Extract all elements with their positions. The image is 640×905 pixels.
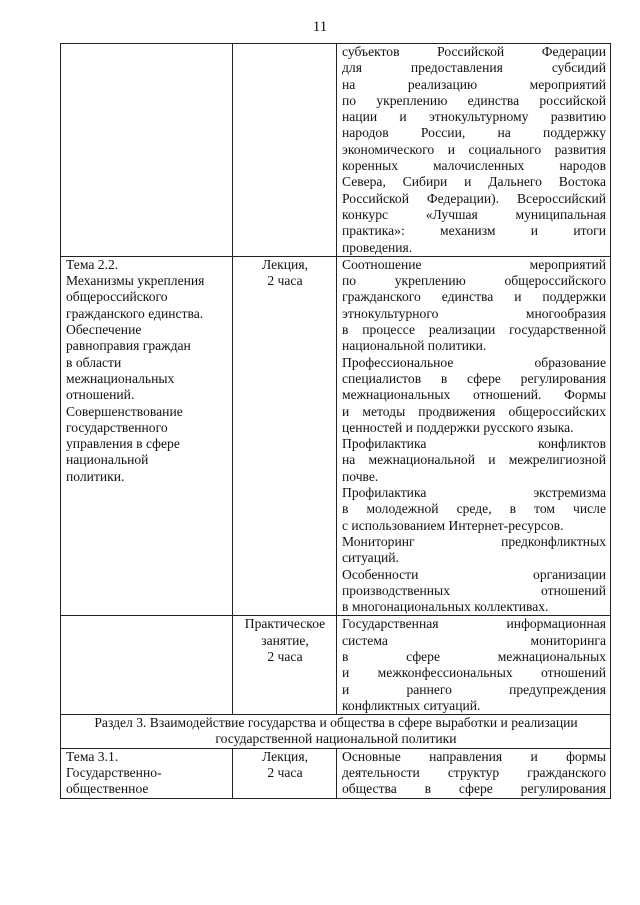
topic-line: национальной xyxy=(66,452,149,468)
content-line: Профилактика экстремизма xyxy=(342,485,606,501)
topic-line: Тема 3.1. xyxy=(66,748,119,764)
content-line: народов России, на поддержку xyxy=(342,125,606,141)
content-line: по укреплению общероссийского xyxy=(342,273,606,289)
content-paragraph xyxy=(342,749,606,798)
section-heading-line: государственной национальной политики xyxy=(215,731,457,747)
content-line: в молодежной среде, в том числе xyxy=(342,501,606,517)
content-line: национальной политики. xyxy=(342,338,487,354)
content-line: Государственная информационная xyxy=(342,616,606,632)
content-line: проведения. xyxy=(342,239,413,255)
content-line: межнациональных отношений. Формы xyxy=(342,387,606,403)
format-line: 2 часа xyxy=(267,648,303,664)
content-line: экономического и социального развития xyxy=(342,141,606,157)
table-row xyxy=(61,748,611,798)
section-heading xyxy=(61,715,611,749)
table-row xyxy=(61,44,611,257)
content-line: коренных малочисленных народов xyxy=(342,158,606,174)
content-line: практика»: механизм и итоги xyxy=(342,223,606,239)
content-cell xyxy=(337,748,611,798)
format-cell xyxy=(233,256,337,616)
topic-line: общественное xyxy=(66,781,149,797)
topic-line: Обеспечение xyxy=(66,322,142,338)
topic-line: отношений. xyxy=(66,387,135,403)
topic-line: гражданского единства. xyxy=(66,305,204,321)
content-line: система мониторинга xyxy=(342,632,606,648)
format-cell xyxy=(233,616,337,715)
content-line: и раннего предупреждения xyxy=(342,681,606,697)
topic-line: Тема 2.2. xyxy=(66,256,119,272)
content-line: Российской Федерации). Всероссийский xyxy=(342,190,606,206)
format-line: Лекция, xyxy=(262,256,308,272)
content-line: Профессиональное образование xyxy=(342,354,606,370)
content-line: почве. xyxy=(342,468,379,484)
topic-cell xyxy=(61,748,233,798)
topic-line: Совершенствование xyxy=(66,403,183,419)
content-line: в процессе реализации государственной xyxy=(342,322,606,338)
content-line: Профилактика конфликтов xyxy=(342,436,606,452)
table-row xyxy=(61,256,611,616)
content-line: конкурс «Лучшая муниципальная xyxy=(342,206,606,222)
topic-line: управления в сфере xyxy=(66,436,180,452)
content-line: этнокультурного многообразия xyxy=(342,305,606,321)
content-paragraph xyxy=(342,257,606,355)
section-heading-line: Раздел 3. Взаимодействие государства и общества в сфере выработки и реализации xyxy=(94,715,578,731)
topic-line: в области xyxy=(66,354,122,370)
content-cell xyxy=(337,616,611,715)
page-number: 11 xyxy=(312,19,328,35)
content-line: нации и этнокультурному развитию xyxy=(342,109,606,125)
format-line: занятие, xyxy=(261,632,309,648)
content-line: на межнациональной и межрелигиозной xyxy=(342,452,606,468)
content-line: и методы продвижения общероссийских xyxy=(342,403,606,419)
content-line: деятельности структур гражданского xyxy=(342,765,606,781)
content-line: и межконфессиональных отношений xyxy=(342,665,606,681)
content-line: с использованием Интернет-ресурсов. xyxy=(342,517,564,533)
content-line: для предоставления субсидий xyxy=(342,60,606,76)
content-paragraph xyxy=(342,616,606,714)
content-cell xyxy=(337,256,611,616)
topic-cell xyxy=(61,616,233,715)
content-line: Основные направления и формы xyxy=(342,748,606,764)
content-cell xyxy=(337,44,611,257)
topic-line: равноправия граждан xyxy=(66,338,191,354)
content-line: на реализацию мероприятий xyxy=(342,76,606,92)
content-paragraph xyxy=(342,567,606,616)
content-line: ценностей и поддержки русского языка. xyxy=(342,419,574,435)
format-line: 2 часа xyxy=(267,273,303,289)
topic-line: Механизмы укрепления xyxy=(66,273,205,289)
content-line: конфликтных ситуаций. xyxy=(342,697,481,713)
table-row xyxy=(61,616,611,715)
content-paragraph xyxy=(342,485,606,534)
content-line: производственных отношений xyxy=(342,582,606,598)
topic-line: общероссийского xyxy=(66,289,168,305)
topic-cell xyxy=(61,44,233,257)
content-line: специалистов в сфере регулирования xyxy=(342,370,606,386)
content-line: гражданского единства и поддержки xyxy=(342,289,606,305)
content-line: Севера, Сибири и Дальнего Востока xyxy=(342,174,606,190)
content-paragraph xyxy=(342,44,606,256)
topic-line: межнациональных xyxy=(66,370,175,386)
format-cell xyxy=(233,748,337,798)
format-line: Практическое xyxy=(244,616,326,632)
content-line: по укреплению единства российской xyxy=(342,92,606,108)
topic-line: Государственно- xyxy=(66,765,162,781)
format-line: 2 часа xyxy=(267,765,303,781)
content-line: субъектов Российской Федерации xyxy=(342,44,606,59)
format-line: Лекция, xyxy=(262,748,308,764)
topic-line: государственного xyxy=(66,419,168,435)
content-line: Соотношение мероприятий xyxy=(342,256,606,272)
format-cell xyxy=(233,44,337,257)
curriculum-table xyxy=(60,43,611,799)
content-paragraph xyxy=(342,355,606,436)
section-header-row xyxy=(61,715,611,749)
content-line: ситуаций. xyxy=(342,550,399,566)
content-paragraph xyxy=(342,436,606,485)
topic-line: политики. xyxy=(66,468,125,484)
content-line: в многонациональных коллективах. xyxy=(342,599,549,615)
content-paragraph xyxy=(342,534,606,567)
content-line: Особенности организации xyxy=(342,566,606,582)
content-line: Мониторинг предконфликтных xyxy=(342,533,606,549)
content-line: общества в сфере регулирования xyxy=(342,781,606,797)
content-line: в сфере межнациональных xyxy=(342,648,606,664)
topic-cell xyxy=(61,256,233,616)
